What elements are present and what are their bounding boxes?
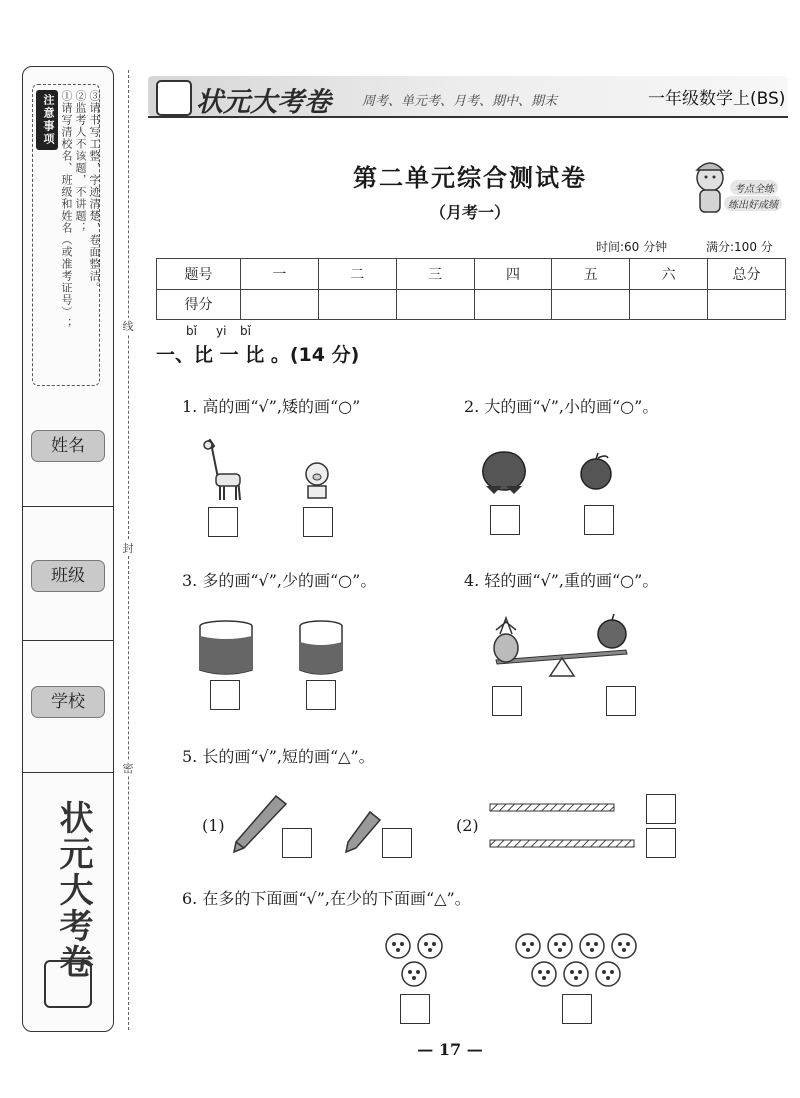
full-score: 满分:100 分 — [706, 240, 773, 254]
row-header: 题号 — [157, 259, 241, 290]
header-brand: 状元大考卷 — [196, 87, 331, 118]
sub-question-2: (2) — [456, 816, 479, 835]
margin-divider — [22, 640, 114, 641]
notice-line-3: ③请书写工整，字迹清楚，卷面整洁。 — [88, 90, 101, 294]
cut-label-secret: 密 — [118, 760, 138, 776]
header-grade: 一年级数学上(BS) — [648, 89, 786, 109]
question-2: 2. 大的画“√”,小的画“○”。 — [464, 397, 659, 416]
ropes-icon — [486, 798, 638, 856]
name-field-label: 姓名 — [31, 430, 105, 462]
pineapple-icon — [494, 618, 518, 662]
exam-time: 时间:60 分钟 — [596, 240, 668, 254]
table-row — [157, 289, 786, 320]
cut-label-seal: 封 — [118, 540, 138, 556]
margin-divider — [22, 772, 114, 773]
section-heading: 一、比 一 比 。(14 分) — [156, 344, 360, 366]
class-field-label: 班级 — [31, 560, 105, 592]
question-number-cell: 六 — [630, 259, 708, 290]
answer-box-rope-2[interactable] — [646, 828, 676, 858]
answer-box-more-buttons[interactable] — [562, 994, 592, 1024]
score-cell[interactable] — [552, 289, 630, 320]
question-5: 5. 长的画“√”,短的画“△”。 — [182, 747, 375, 766]
score-cell[interactable] — [396, 289, 474, 320]
beaker-less-icon — [298, 620, 344, 676]
giraffe-icon — [198, 438, 248, 504]
notice-line-1: ①请写清校名、班级和姓名（或准考证号）； — [60, 90, 73, 330]
badge-line-1: 考点全练 — [730, 180, 778, 195]
cut-label-line: 线 — [118, 318, 138, 334]
buttons-group-less-icon — [384, 932, 454, 992]
score-table — [156, 258, 786, 320]
answer-box-long-pencil[interactable] — [282, 828, 312, 858]
publisher-logo-icon — [44, 960, 92, 1008]
answer-box-heavy[interactable] — [606, 686, 636, 716]
long-rope-icon — [490, 840, 634, 847]
apple-icon — [598, 614, 626, 648]
question-4: 4. 轻的画“√”,重的画“○”。 — [464, 571, 659, 590]
sub-question-1: (1) — [202, 816, 225, 835]
question-number-cell: 总分 — [708, 259, 786, 290]
answer-box-big[interactable] — [490, 505, 520, 535]
question-number-cell: 五 — [552, 259, 630, 290]
score-cell[interactable] — [630, 289, 708, 320]
answer-box-short-pencil[interactable] — [382, 828, 412, 858]
answer-box-tall[interactable] — [208, 507, 238, 537]
answer-box-light[interactable] — [492, 686, 522, 716]
page-number: — 17 — — [417, 1040, 483, 1059]
score-cell[interactable] — [241, 289, 319, 320]
question-6: 6. 在多的下面画“√”,在少的下面画“△”。 — [182, 889, 471, 908]
question-1: 1. 高的画“√”,矮的画“○” — [182, 397, 361, 416]
short-rope-icon — [490, 804, 614, 811]
short-pencil-icon — [344, 808, 382, 854]
margin-divider — [22, 506, 114, 507]
answer-box-rope-1[interactable] — [646, 794, 676, 824]
header-tags: 周考、单元考、月考、期中、期末 — [362, 94, 558, 109]
question-number-cell: 一 — [241, 259, 319, 290]
school-field-label: 学校 — [31, 686, 105, 718]
question-3: 3. 多的画“√”,少的画“○”。 — [182, 571, 377, 590]
buttons-group-more-icon — [514, 932, 640, 992]
badge-line-2: 练出好成绩 — [724, 196, 782, 211]
question-number-cell: 三 — [396, 259, 474, 290]
pinyin-bi: bǐ — [186, 324, 197, 338]
question-number-cell: 四 — [474, 259, 552, 290]
score-cell[interactable] — [474, 289, 552, 320]
score-cell[interactable] — [318, 289, 396, 320]
piglet-icon — [300, 460, 334, 502]
page-subtitle: （月考一） — [429, 203, 510, 222]
balance-scale-icon — [486, 612, 638, 690]
mascot-badge — [686, 152, 786, 218]
publisher-logo-icon — [156, 80, 192, 116]
answer-box-less-buttons[interactable] — [400, 994, 430, 1024]
answer-box-small[interactable] — [584, 505, 614, 535]
question-number-cell: 二 — [318, 259, 396, 290]
score-cell[interactable] — [708, 289, 786, 320]
notice-title: 注意事项 — [36, 90, 58, 150]
beaker-more-icon — [198, 620, 254, 676]
notice-line-2: ②监考人不该题，不讲题； — [74, 90, 87, 234]
margin-brand-logo: 状元大考卷 — [53, 800, 93, 980]
row-header: 得分 — [157, 289, 241, 320]
pinyin-bi-2: bǐ — [240, 324, 251, 338]
answer-box-less[interactable] — [306, 680, 336, 710]
table-row — [157, 259, 786, 290]
page-title: 第二单元综合测试卷 — [353, 163, 587, 192]
peach-icon — [476, 446, 532, 496]
answer-box-short[interactable] — [303, 507, 333, 537]
long-pencil-icon — [232, 792, 288, 854]
answer-box-more[interactable] — [210, 680, 240, 710]
pinyin-yi: yi — [216, 324, 227, 338]
apple-icon — [578, 452, 614, 492]
